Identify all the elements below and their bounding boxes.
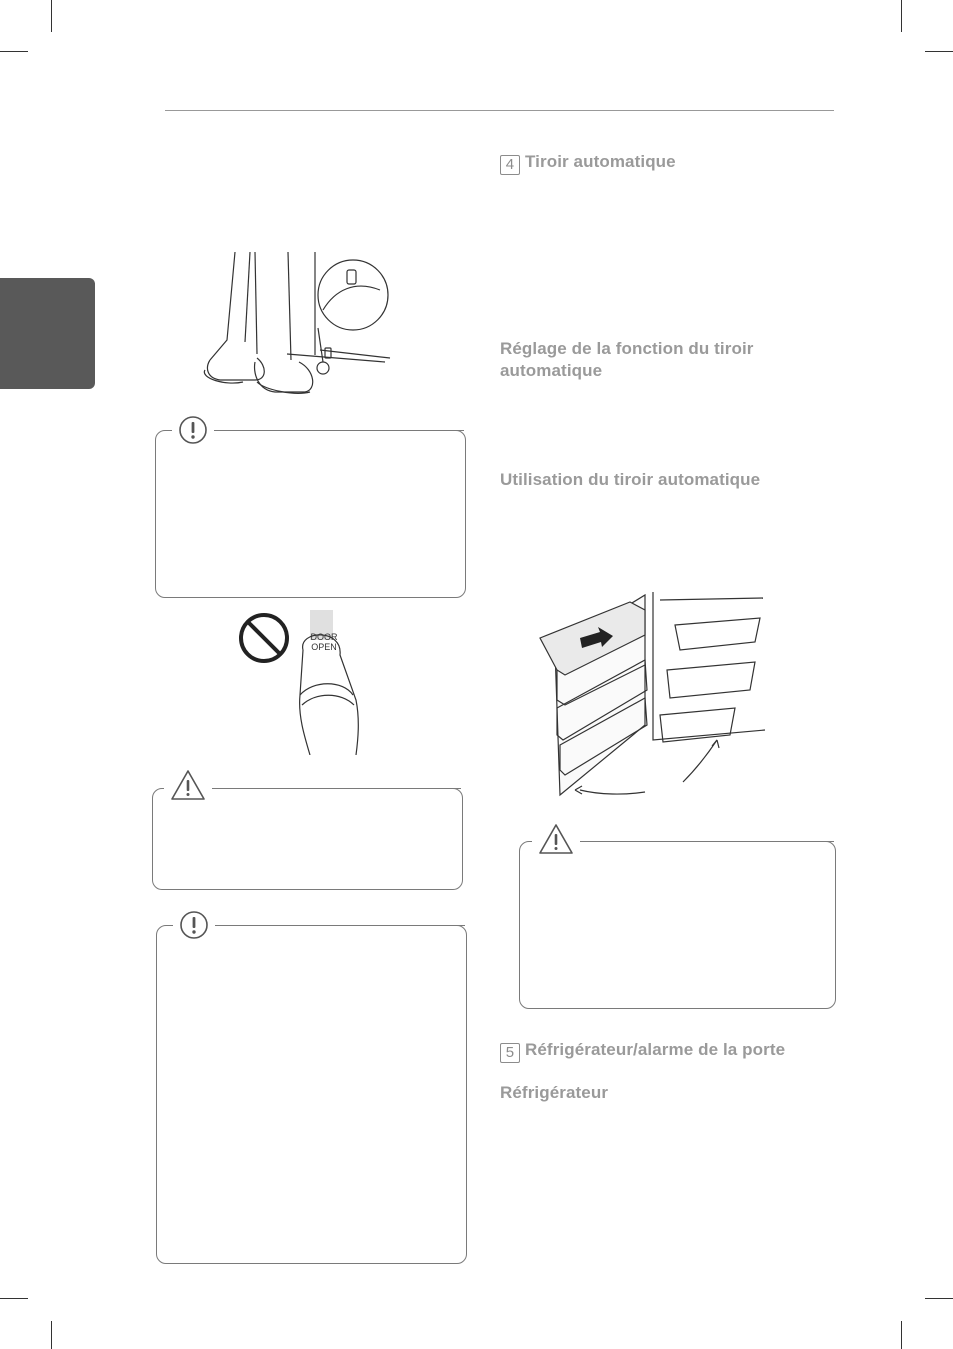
door-label <box>304 632 344 652</box>
prohibited-icon <box>241 615 287 661</box>
note-title-line <box>350 430 464 431</box>
section-number-box: 5 <box>500 1043 520 1063</box>
exclamation-circle-icon <box>173 910 215 940</box>
caution-box-2 <box>519 841 836 1009</box>
subheading-usage: Utilisation du tiroir automatique <box>500 470 761 489</box>
crop-mark <box>901 1321 902 1349</box>
warning-triangle-icon <box>532 822 580 856</box>
door-label-line2: OPEN <box>311 642 337 652</box>
caution-box-1 <box>152 788 463 890</box>
crop-mark <box>0 51 28 52</box>
warning-triangle-icon <box>164 768 212 802</box>
crop-mark <box>51 1321 52 1349</box>
door-label-line1: DOOR <box>310 632 338 642</box>
exclamation-circle-icon <box>172 415 214 445</box>
section-5-title: Réfrigérateur/alarme de la porte <box>525 1040 786 1059</box>
crop-mark <box>925 51 953 52</box>
subheading-setting: Réglage de la fonction du tiroir automatique <box>500 339 754 380</box>
side-tab <box>0 278 95 389</box>
section-4-heading <box>500 151 835 175</box>
note-box-1 <box>155 430 466 598</box>
crop-mark <box>901 0 902 32</box>
crop-mark <box>51 0 52 32</box>
header-rule <box>165 110 834 111</box>
caution-title-line <box>333 788 461 789</box>
caution-title-line <box>706 841 834 842</box>
crop-mark <box>0 1298 28 1299</box>
section-5-heading <box>500 1039 835 1063</box>
foot-switch-illustration <box>195 250 395 400</box>
auto-drawer-illustration <box>535 590 770 800</box>
section-number-box: 4 <box>500 155 520 175</box>
note-box-2 <box>156 925 467 1264</box>
crop-mark <box>925 1298 953 1299</box>
door-open-illustration <box>238 610 368 755</box>
section-4-title: Tiroir automatique <box>525 152 676 171</box>
note-title-line <box>333 925 465 926</box>
subheading-fridge: Réfrigérateur <box>500 1083 609 1102</box>
